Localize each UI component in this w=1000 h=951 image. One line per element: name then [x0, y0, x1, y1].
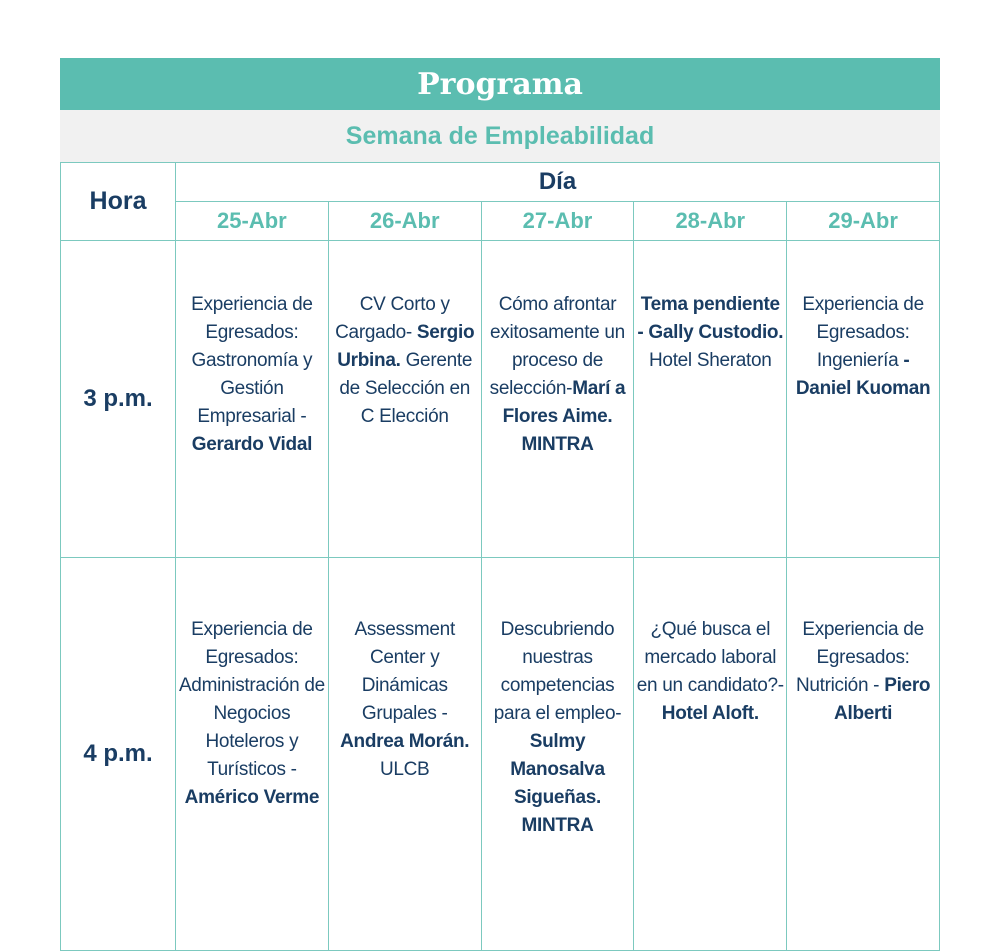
event-speaker: Piero Alberti [834, 675, 931, 724]
event-cell [481, 241, 634, 558]
event-description: Cómo afrontar exitosamente un proceso de selección- [489, 294, 625, 399]
event-speaker: Tema pendiente - Gally Custodio. [637, 294, 784, 343]
program-table-container [60, 58, 940, 951]
event-speaker: Andrea Morán. [340, 731, 470, 752]
event-description: Experiencia de Egresados: Ingeniería [802, 294, 924, 371]
event-detail: Gerente de Selección en C Elección [339, 350, 473, 427]
event-cell [787, 241, 940, 558]
hora-header: Hora [61, 163, 176, 241]
event-cell [176, 241, 329, 558]
date-header: 28-Abr [634, 202, 787, 241]
event-cell [634, 558, 787, 951]
time-cell: 3 p.m. [61, 241, 176, 558]
event-description: Assessment Center y Dinámicas Grupales - [354, 619, 455, 724]
event-cell [634, 241, 787, 558]
dia-header: Día [176, 163, 940, 202]
table-row [61, 558, 940, 951]
event-detail: Hotel Sheraton [649, 350, 772, 371]
event-cell [787, 558, 940, 951]
event-speaker: Marí a Flores Aime. MINTRA [502, 378, 626, 455]
event-speaker: Sulmy Manosalva Sigueñas. MINTRA [510, 731, 605, 836]
event-description: ¿Qué busca el mercado laboral en un candidato?- [636, 619, 784, 696]
event-speaker: - Daniel Kuoman [795, 350, 931, 399]
event-description: Experiencia de Egresados: Administración de Negocios Hoteleros y Turísticos - [178, 619, 325, 780]
event-description: CV Corto y Cargado- [335, 294, 450, 343]
event-description: Descubriendo nuestras competencias para el empleo- [493, 619, 622, 724]
event-speaker: Gerardo Vidal [191, 434, 313, 455]
page-subtitle: Semana de Empleabilidad [60, 110, 940, 162]
schedule-table [60, 162, 940, 951]
date-header: 25-Abr [176, 202, 329, 241]
time-cell: 4 p.m. [61, 558, 176, 951]
table-row [61, 241, 940, 558]
date-header: 29-Abr [787, 202, 940, 241]
date-header: 26-Abr [328, 202, 481, 241]
event-description: Experiencia de Egresados: Nutrición - [795, 619, 924, 696]
event-speaker: Sergio Urbina. [337, 322, 475, 371]
event-detail: ULCB [379, 759, 430, 780]
date-header: 27-Abr [481, 202, 634, 241]
date-row [61, 202, 940, 241]
event-speaker: Hotel Aloft. [661, 703, 759, 724]
event-cell [481, 558, 634, 951]
event-description: Experiencia de Egresados: Gastronomía y Gestión Empresarial - [191, 294, 313, 427]
event-speaker: Américo Verme [184, 787, 320, 808]
event-cell [328, 558, 481, 951]
event-cell [176, 558, 329, 951]
header-row-1 [61, 163, 940, 202]
page-title: Programa [60, 58, 940, 110]
event-cell [328, 241, 481, 558]
